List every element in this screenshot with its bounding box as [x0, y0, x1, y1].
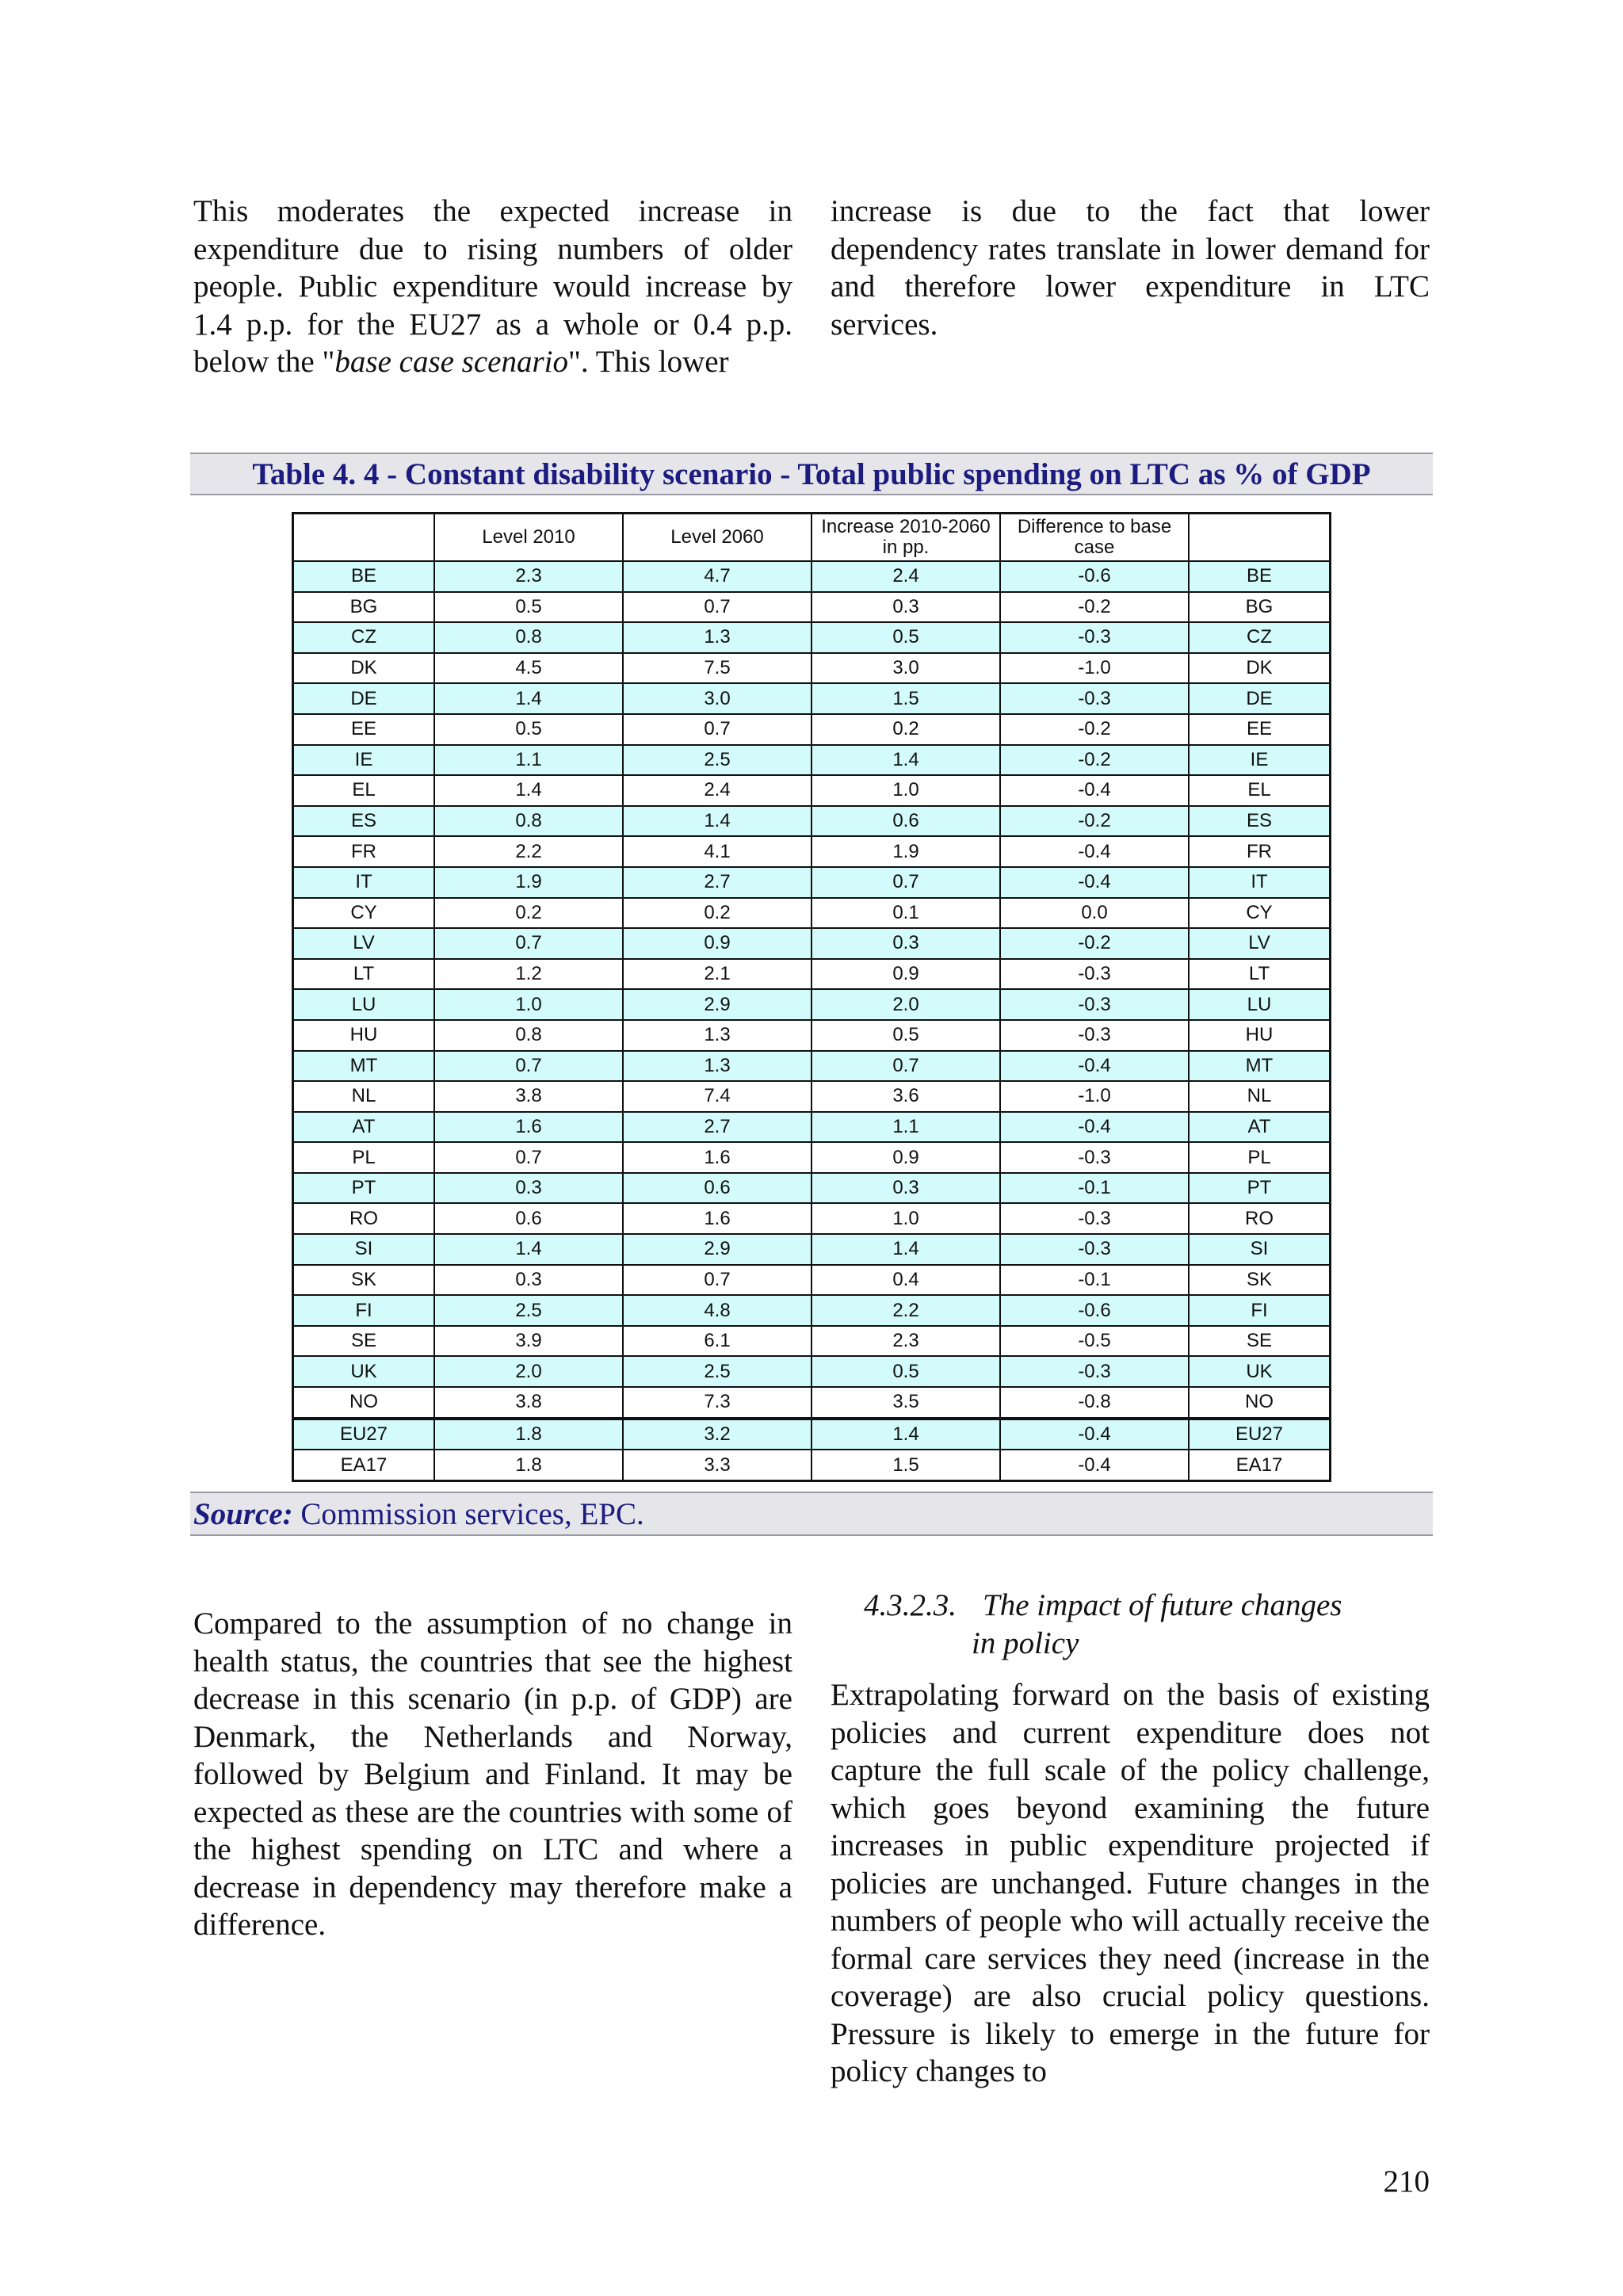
- value-cell: -0.2: [1000, 592, 1189, 623]
- value-cell: -0.4: [1000, 836, 1189, 867]
- table-header-row: [293, 514, 1331, 562]
- value-cell: -0.3: [1000, 1203, 1189, 1234]
- bottom-left-paragraph: [193, 1605, 792, 1944]
- value-cell: 1.3: [623, 1051, 812, 1082]
- value-cell: 0.3: [812, 592, 1000, 623]
- italic-term: base case scenario: [334, 345, 568, 379]
- value-cell: -0.2: [1000, 806, 1189, 837]
- value-cell: 0.1: [812, 898, 1000, 929]
- value-cell: 3.8: [434, 1081, 623, 1112]
- value-cell: 0.9: [812, 1142, 1000, 1173]
- value-cell: 2.5: [623, 1356, 812, 1387]
- value-cell: 1.0: [812, 1203, 1000, 1234]
- country-code-cell: FR: [293, 836, 435, 867]
- header-cell: [293, 514, 435, 562]
- table-row: [293, 1265, 1331, 1296]
- country-code-cell: IT: [1189, 867, 1331, 898]
- value-cell: 0.6: [623, 1173, 812, 1204]
- table-row: [293, 1020, 1331, 1051]
- country-code-cell: EA17: [1189, 1450, 1331, 1480]
- value-cell: 0.7: [812, 867, 1000, 898]
- value-cell: 0.6: [812, 806, 1000, 837]
- value-cell: 1.2: [434, 959, 623, 990]
- country-code-cell: DK: [293, 653, 435, 684]
- value-cell: -0.3: [1000, 683, 1189, 714]
- value-cell: 0.3: [434, 1265, 623, 1296]
- country-code-cell: DK: [1189, 653, 1331, 684]
- value-cell: 3.0: [623, 683, 812, 714]
- value-cell: 0.6: [434, 1203, 623, 1234]
- country-code-cell: ES: [1189, 806, 1331, 837]
- country-code-cell: CZ: [293, 622, 435, 653]
- bottom-right-column: [831, 1587, 1430, 2091]
- value-cell: 1.6: [623, 1142, 812, 1173]
- value-cell: 2.9: [623, 1234, 812, 1265]
- table-row: [293, 683, 1331, 714]
- value-cell: 2.5: [434, 1295, 623, 1326]
- country-code-cell: EU27: [293, 1419, 435, 1450]
- country-code-cell: FI: [293, 1295, 435, 1326]
- country-code-cell: AT: [293, 1112, 435, 1143]
- value-cell: 4.5: [434, 653, 623, 684]
- country-code-cell: MT: [1189, 1051, 1331, 1082]
- value-cell: 2.3: [434, 561, 623, 592]
- subsection-title-line1: The impact of future changes: [983, 1588, 1342, 1622]
- table-row: [293, 1234, 1331, 1265]
- country-code-cell: IE: [293, 745, 435, 776]
- table-row: [293, 1295, 1331, 1326]
- value-cell: 1.1: [812, 1112, 1000, 1143]
- country-code-cell: UK: [293, 1356, 435, 1387]
- country-code-cell: MT: [293, 1051, 435, 1082]
- value-cell: 0.7: [812, 1051, 1000, 1082]
- value-cell: 1.5: [812, 683, 1000, 714]
- value-cell: -0.4: [1000, 1112, 1189, 1143]
- country-code-cell: BG: [1189, 592, 1331, 623]
- value-cell: -0.3: [1000, 1020, 1189, 1051]
- country-code-cell: SE: [1189, 1326, 1331, 1357]
- value-cell: -0.2: [1000, 928, 1189, 959]
- value-cell: -0.6: [1000, 1295, 1189, 1326]
- country-code-cell: LV: [1189, 928, 1331, 959]
- country-code-cell: EA17: [293, 1450, 435, 1480]
- table-body: [293, 561, 1331, 1480]
- paragraph-text: increase is due to the fact that lower dependency rates translate in lower demand for and therefore lower expenditure in LTC services.: [831, 194, 1430, 342]
- value-cell: 3.2: [623, 1419, 812, 1450]
- value-cell: 3.9: [434, 1326, 623, 1357]
- country-code-cell: LT: [293, 959, 435, 990]
- table-row: [293, 714, 1331, 745]
- value-cell: 0.7: [434, 1142, 623, 1173]
- value-cell: 3.3: [623, 1450, 812, 1480]
- country-code-cell: NO: [293, 1387, 435, 1419]
- country-code-cell: LV: [293, 928, 435, 959]
- country-code-cell: IT: [293, 867, 435, 898]
- table-row: [293, 622, 1331, 653]
- value-cell: -0.3: [1000, 959, 1189, 990]
- table-row: [293, 653, 1331, 684]
- value-cell: 7.4: [623, 1081, 812, 1112]
- paragraph-text: Extrapolating forward on the basis of existing policies and current expenditure does not capture the full scale of the policy challenge, which goes beyond examining the future increases in public expenditure projected if policies are unchanged. Future changes in the numbers of people who will actually receive the formal care services they need (increase in the coverage) are also crucial policy questions. Pressure is likely to emerge in the future for policy changes to: [831, 1678, 1430, 2088]
- value-cell: 2.0: [812, 989, 1000, 1020]
- value-cell: 0.2: [434, 898, 623, 929]
- source-label: Source:: [193, 1496, 293, 1531]
- value-cell: -1.0: [1000, 653, 1189, 684]
- value-cell: 4.8: [623, 1295, 812, 1326]
- table-row: [293, 1387, 1331, 1419]
- country-code-cell: FI: [1189, 1295, 1331, 1326]
- value-cell: 0.8: [434, 622, 623, 653]
- value-cell: 1.9: [434, 867, 623, 898]
- country-code-cell: IE: [1189, 745, 1331, 776]
- value-cell: 1.6: [623, 1203, 812, 1234]
- country-code-cell: AT: [1189, 1112, 1331, 1143]
- value-cell: 1.4: [812, 1234, 1000, 1265]
- header-cell: Level 2010: [434, 514, 623, 562]
- table-row: [293, 1203, 1331, 1234]
- source-text: Commission services, EPC.: [292, 1496, 644, 1531]
- value-cell: 0.5: [812, 622, 1000, 653]
- value-cell: 0.7: [623, 592, 812, 623]
- value-cell: 1.4: [812, 1419, 1000, 1450]
- value-cell: 2.7: [623, 1112, 812, 1143]
- country-code-cell: BE: [293, 561, 435, 592]
- table-row: [293, 928, 1331, 959]
- country-code-cell: NO: [1189, 1387, 1331, 1419]
- country-code-cell: DE: [1189, 683, 1331, 714]
- table-row: [293, 592, 1331, 623]
- country-code-cell: BG: [293, 592, 435, 623]
- subsection-title-line2: in policy: [972, 1626, 1079, 1660]
- value-cell: 1.4: [812, 745, 1000, 776]
- value-cell: 3.6: [812, 1081, 1000, 1112]
- country-code-cell: EL: [1189, 775, 1331, 806]
- country-code-cell: EU27: [1189, 1419, 1331, 1450]
- value-cell: -0.3: [1000, 1234, 1189, 1265]
- table-row: [293, 1173, 1331, 1204]
- country-code-cell: PT: [293, 1173, 435, 1204]
- value-cell: 2.5: [623, 745, 812, 776]
- value-cell: 1.4: [434, 1234, 623, 1265]
- value-cell: 0.2: [623, 898, 812, 929]
- value-cell: -0.4: [1000, 1419, 1189, 1450]
- table-row: [293, 1051, 1331, 1082]
- value-cell: 1.5: [812, 1450, 1000, 1480]
- value-cell: 1.8: [434, 1419, 623, 1450]
- value-cell: 0.4: [812, 1265, 1000, 1296]
- data-table: [292, 512, 1331, 1482]
- country-code-cell: NL: [1189, 1081, 1331, 1112]
- country-code-cell: SI: [1189, 1234, 1331, 1265]
- value-cell: 6.1: [623, 1326, 812, 1357]
- table-row: [293, 806, 1331, 837]
- table-row: [293, 1081, 1331, 1112]
- country-code-cell: ES: [293, 806, 435, 837]
- country-code-cell: FR: [1189, 836, 1331, 867]
- value-cell: 0.9: [623, 928, 812, 959]
- value-cell: 4.1: [623, 836, 812, 867]
- subsection-heading: [831, 1587, 1430, 1662]
- value-cell: 0.5: [812, 1356, 1000, 1387]
- value-cell: 0.7: [434, 928, 623, 959]
- value-cell: 1.0: [812, 775, 1000, 806]
- value-cell: 3.5: [812, 1387, 1000, 1419]
- country-code-cell: PL: [1189, 1142, 1331, 1173]
- value-cell: 0.5: [434, 592, 623, 623]
- value-cell: 4.7: [623, 561, 812, 592]
- value-cell: 0.8: [434, 806, 623, 837]
- country-code-cell: HU: [1189, 1020, 1331, 1051]
- value-cell: -0.5: [1000, 1326, 1189, 1357]
- country-code-cell: NL: [293, 1081, 435, 1112]
- value-cell: 0.3: [434, 1173, 623, 1204]
- value-cell: 0.3: [812, 928, 1000, 959]
- country-code-cell: SK: [293, 1265, 435, 1296]
- table-row: [293, 836, 1331, 867]
- country-code-cell: LU: [293, 989, 435, 1020]
- value-cell: -0.3: [1000, 989, 1189, 1020]
- value-cell: 1.6: [434, 1112, 623, 1143]
- value-cell: 1.9: [812, 836, 1000, 867]
- value-cell: -0.1: [1000, 1173, 1189, 1204]
- country-code-cell: LU: [1189, 989, 1331, 1020]
- country-code-cell: RO: [1189, 1203, 1331, 1234]
- value-cell: -0.2: [1000, 745, 1189, 776]
- value-cell: 1.4: [434, 683, 623, 714]
- table-row: [293, 1356, 1331, 1387]
- value-cell: 0.0: [1000, 898, 1189, 929]
- table-row: [293, 1450, 1331, 1480]
- header-cell: Increase 2010-2060 in pp.: [812, 514, 1000, 562]
- value-cell: 0.5: [434, 714, 623, 745]
- table-row: [293, 898, 1331, 929]
- value-cell: 2.9: [623, 989, 812, 1020]
- value-cell: 2.4: [623, 775, 812, 806]
- value-cell: 0.5: [812, 1020, 1000, 1051]
- value-cell: -0.4: [1000, 867, 1189, 898]
- value-cell: 1.3: [623, 622, 812, 653]
- value-cell: 2.1: [623, 959, 812, 990]
- value-cell: -0.3: [1000, 622, 1189, 653]
- value-cell: 2.0: [434, 1356, 623, 1387]
- country-code-cell: SE: [293, 1326, 435, 1357]
- table-row: [293, 867, 1331, 898]
- country-code-cell: EE: [293, 714, 435, 745]
- page-number: 210: [1383, 2164, 1430, 2199]
- value-cell: 2.4: [812, 561, 1000, 592]
- country-code-cell: SK: [1189, 1265, 1331, 1296]
- value-cell: 3.0: [812, 653, 1000, 684]
- subsection-number: 4.3.2.3.: [864, 1588, 957, 1622]
- value-cell: 3.8: [434, 1387, 623, 1419]
- value-cell: -0.4: [1000, 1450, 1189, 1480]
- country-code-cell: DE: [293, 683, 435, 714]
- country-code-cell: EE: [1189, 714, 1331, 745]
- country-code-cell: CZ: [1189, 622, 1331, 653]
- header-cell: Level 2060: [623, 514, 812, 562]
- value-cell: 0.3: [812, 1173, 1000, 1204]
- value-cell: -0.8: [1000, 1387, 1189, 1419]
- table-row: [293, 775, 1331, 806]
- value-cell: 2.7: [623, 867, 812, 898]
- value-cell: -0.3: [1000, 1142, 1189, 1173]
- country-code-cell: PT: [1189, 1173, 1331, 1204]
- table-row: [293, 1112, 1331, 1143]
- value-cell: 1.0: [434, 989, 623, 1020]
- header-cell: [1189, 514, 1331, 562]
- value-cell: 0.2: [812, 714, 1000, 745]
- value-cell: 2.2: [812, 1295, 1000, 1326]
- country-code-cell: CY: [1189, 898, 1331, 929]
- country-code-cell: EL: [293, 775, 435, 806]
- value-cell: -0.2: [1000, 714, 1189, 745]
- header-cell: Difference to base case: [1000, 514, 1189, 562]
- table-caption: Table 4. 4 - Constant disability scenario - Total public spending on LTC as % of GDP: [190, 453, 1433, 495]
- table-row: [293, 989, 1331, 1020]
- country-code-cell: HU: [293, 1020, 435, 1051]
- table-row: [293, 561, 1331, 592]
- source-note: [190, 1492, 1433, 1536]
- paragraph-text: This moderates the expected increase in expenditure due to rising numbers of older people. Public expenditure would increase by 1.4 p.p. for the EU27 as a whole or 0.4 p.p. below the "base case scenario". This lower: [193, 194, 792, 379]
- value-cell: 2.3: [812, 1326, 1000, 1357]
- table-row: [293, 959, 1331, 990]
- value-cell: 7.5: [623, 653, 812, 684]
- value-cell: -0.4: [1000, 775, 1189, 806]
- country-code-cell: PL: [293, 1142, 435, 1173]
- value-cell: 1.3: [623, 1020, 812, 1051]
- value-cell: -0.3: [1000, 1356, 1189, 1387]
- value-cell: 1.4: [434, 775, 623, 806]
- value-cell: -1.0: [1000, 1081, 1189, 1112]
- value-cell: 0.7: [434, 1051, 623, 1082]
- value-cell: 0.7: [623, 1265, 812, 1296]
- country-code-cell: BE: [1189, 561, 1331, 592]
- country-code-cell: SI: [293, 1234, 435, 1265]
- value-cell: 1.8: [434, 1450, 623, 1480]
- table-row: [293, 1142, 1331, 1173]
- value-cell: 1.4: [623, 806, 812, 837]
- value-cell: 0.7: [623, 714, 812, 745]
- country-code-cell: CY: [293, 898, 435, 929]
- value-cell: 7.3: [623, 1387, 812, 1419]
- value-cell: 1.1: [434, 745, 623, 776]
- top-right-paragraph: [831, 193, 1430, 343]
- top-left-paragraph: [193, 193, 792, 381]
- value-cell: 2.2: [434, 836, 623, 867]
- paragraph-text: Compared to the assumption of no change in health status, the countries that see the highest decrease in this scenario (in p.p. of GDP) are Denmark, the Netherlands and Norway, followed by Belgium and Finland. It may be expected as these are the countries with some of the highest spending on LTC and where a decrease in dependency may therefore make a difference.: [193, 1606, 792, 1942]
- value-cell: -0.6: [1000, 561, 1189, 592]
- value-cell: -0.4: [1000, 1051, 1189, 1082]
- table-row: [293, 1419, 1331, 1450]
- table-row: [293, 745, 1331, 776]
- value-cell: 0.8: [434, 1020, 623, 1051]
- country-code-cell: UK: [1189, 1356, 1331, 1387]
- country-code-cell: LT: [1189, 959, 1331, 990]
- value-cell: 0.9: [812, 959, 1000, 990]
- table-row: [293, 1326, 1331, 1357]
- country-code-cell: RO: [293, 1203, 435, 1234]
- value-cell: -0.1: [1000, 1265, 1189, 1296]
